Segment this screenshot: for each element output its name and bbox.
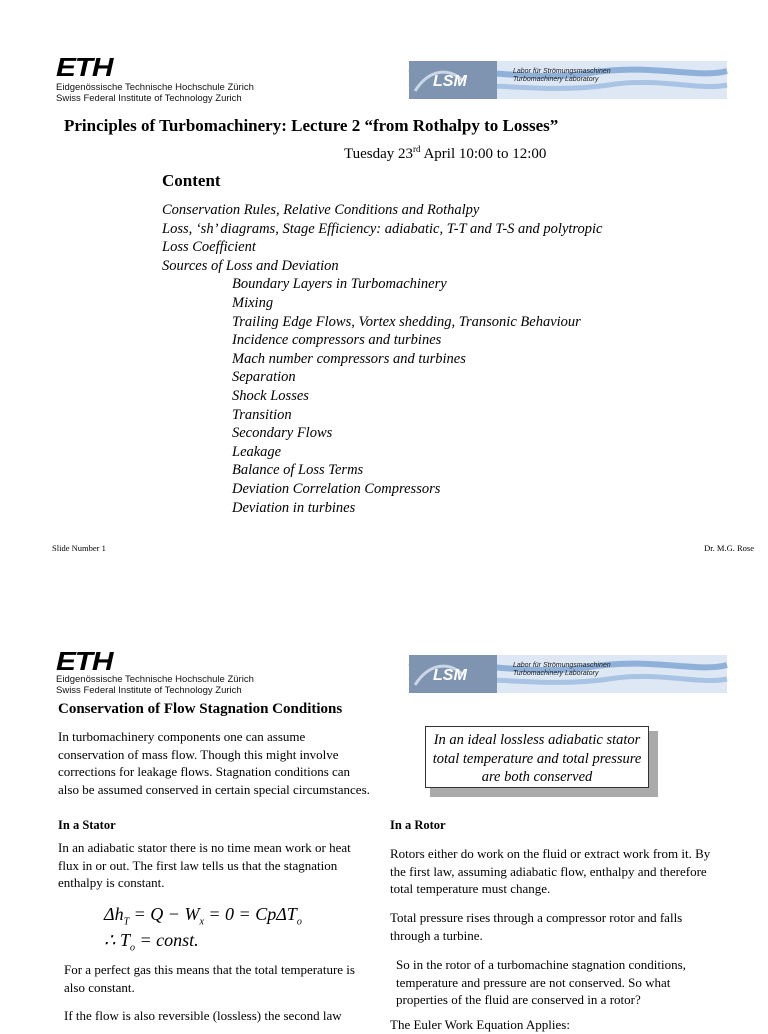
content-item: Boundary Layers in Turbomachinery <box>232 276 447 293</box>
stator-paragraph: In an adiabatic stator there is no time mean work or heat flux in or out. The first law tells us that the stagnation enthalpy is constant. <box>58 840 351 890</box>
eth-name-de: Eidgenössische Technische Hochschule Zürich <box>56 674 254 685</box>
content-item: Balance of Loss Terms <box>232 462 364 479</box>
callout-box: In an ideal lossless adiabatic stator total temperature and total pressure are both conserved <box>425 726 649 788</box>
content-heading: Content <box>162 171 221 190</box>
eth-name-de: Eidgenössische Technische Hochschule Zürich <box>56 82 254 93</box>
lsm-logo-text: LSM <box>433 73 467 90</box>
rotor-heading: In a Rotor <box>390 818 446 832</box>
eth-name-en: Swiss Federal Institute of Technology Zurich <box>56 685 242 696</box>
slide-heading: Conservation of Flow Stagnation Conditions <box>58 701 343 717</box>
intro-paragraph: In turbomachinery components one can assume conservation of mass flow. Though this might involve corrections for leakage flows. Stagnation conditions can also be assumed conserved in certain special circumstances. <box>58 729 370 797</box>
content-item: Deviation in turbines <box>232 499 356 516</box>
eth-name-en: Swiss Federal Institute of Technology Zurich <box>56 93 242 104</box>
content-item: Mach number compressors and turbines <box>232 350 466 367</box>
lab-name-de: Labor für Strömungsmaschinen <box>513 662 611 669</box>
lecture-date: Tuesday 23rd April 10:00 to 12:00 <box>344 144 547 162</box>
content-item: Transition <box>232 406 292 423</box>
lsm-banner <box>409 61 727 99</box>
lsm-logo-text: LSM <box>433 667 467 684</box>
lsm-banner <box>409 655 727 693</box>
lab-name-de: Labor für Strömungsmaschinen <box>513 68 611 75</box>
content-item: Mixing <box>232 294 274 311</box>
lab-name-en: Turbomachinery Laboratory <box>513 76 599 83</box>
content-item: Loss Coefficient <box>162 239 256 256</box>
stator-heading: In a Stator <box>58 818 116 832</box>
content-item: Leakage <box>232 443 282 460</box>
content-item: Secondary Flows <box>232 425 333 442</box>
content-item: Sources of Loss and Deviation <box>162 257 339 274</box>
content-item: Incidence compressors and turbines <box>232 332 442 349</box>
content-item: Shock Losses <box>232 387 309 404</box>
content-item: Loss, ‘sh’ diagrams, Stage Efficiency: adiabatic, T-T and T-S and polytropic <box>162 220 603 237</box>
content-list <box>162 201 602 517</box>
euler-equation-label: The Euler Work Equation Applies: <box>390 1017 570 1032</box>
equation-const-temp: ∴ $T_o$ = const. <box>104 930 199 954</box>
content-item: Deviation Correlation Compressors <box>232 480 441 497</box>
perfect-gas-paragraph: For a perfect gas this means that the total temperature is also constant. <box>64 962 355 995</box>
equation-first-law: $\Delta h_T = Q - W_x = 0 = Cp\Delta T_o$ <box>104 904 302 928</box>
content-item: Conservation Rules, Relative Conditions and Rothalpy <box>162 202 480 218</box>
eth-logo: ETH <box>56 646 113 676</box>
reversible-paragraph: If the flow is also reversible (lossless) the second law <box>64 1008 342 1023</box>
rotor-paragraph: Rotors either do work on the fluid or extract work from it. By the first law, assuming adiabatic flow, enthalpy and therefore total temperature must change. <box>390 846 711 896</box>
eth-logo: ETH <box>56 52 113 82</box>
slide-number: Slide Number 1 <box>52 543 106 553</box>
author: Dr. M.G. Rose <box>704 543 754 553</box>
lab-name-en: Turbomachinery Laboratory <box>513 670 599 677</box>
pressure-paragraph: Total pressure rises through a compressor rotor and falls through a turbine. <box>390 910 683 943</box>
content-item: Trailing Edge Flows, Vortex shedding, Transonic Behaviour <box>232 313 581 330</box>
rotor-question-paragraph: So in the rotor of a turbomachine stagnation conditions, temperature and pressure are not conserved. So what properties of the fluid are conserved in a rotor? <box>396 957 686 1007</box>
content-item: Separation <box>232 369 296 386</box>
slide-2 <box>0 640 768 1032</box>
lecture-title: Principles of Turbomachinery: Lecture 2 “from Rothalpy to Losses” <box>64 116 559 135</box>
